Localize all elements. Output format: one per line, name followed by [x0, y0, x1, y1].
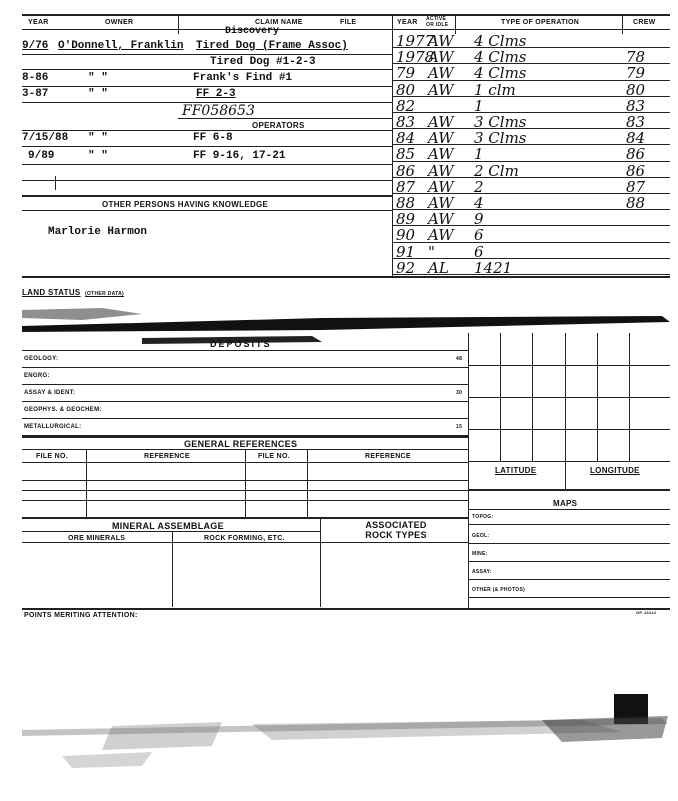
activity-year: 92 — [396, 258, 416, 277]
activity-status: " — [428, 242, 435, 261]
deposit-field-label: ENGRG: — [24, 373, 50, 379]
other-persons-label: OTHER PERSONS HAVING KNOWLEDGE — [102, 200, 269, 209]
deposit-field-number: 48 — [456, 356, 463, 362]
deposit-field-line — [22, 401, 468, 402]
activity-crew: 83 — [626, 96, 646, 115]
activity-operation: 6 — [474, 242, 484, 261]
activity-year: 86 — [396, 161, 416, 180]
activity-crew: 86 — [626, 161, 646, 180]
activity-year: 88 — [396, 194, 416, 212]
land-status-sub: (OTHER DATA) — [85, 291, 124, 297]
header-year: YEAR — [28, 19, 49, 26]
activity-operation: 1421 — [474, 258, 513, 277]
ref-header-file-no: FILE NO. — [258, 453, 290, 460]
deposit-field-line — [22, 367, 468, 368]
activity-operation: 4 Clms — [474, 32, 527, 50]
deposit-field-number: 30 — [456, 390, 463, 396]
activity-operation: 1 clm — [474, 80, 516, 99]
owner-row-owner: " " — [88, 88, 108, 100]
operator-row-year: 7/15/88 — [22, 132, 69, 144]
activity-year: 1977 — [396, 32, 435, 50]
owner-row-owner: " " — [88, 72, 108, 84]
activity-operation: 2 Clm — [474, 161, 519, 180]
ref-header-reference: REFERENCE — [365, 453, 411, 460]
operator-row-owner: " " — [88, 132, 108, 144]
owner-row-year: 8-86 — [22, 72, 49, 84]
maps-item-line — [468, 524, 670, 525]
activity-status: AW — [428, 64, 454, 83]
deposits-label: DEPOSITS — [210, 339, 272, 349]
activity-year: 87 — [396, 177, 416, 196]
owner-row-claim: Tired Dog (Frame Assoc) — [196, 40, 348, 52]
file-number: FF058653 — [182, 103, 255, 119]
activity-crew: 86 — [626, 145, 646, 164]
activity-year: 84 — [396, 129, 416, 148]
maps-item-label: OTHER (& PHOTOS) — [472, 587, 526, 593]
owner-row-claim: FF 2-3 — [196, 88, 236, 100]
deposit-field-label: GEOPHYS. & GEOCHEM: — [24, 407, 102, 413]
activity-operation: 6 — [474, 226, 484, 245]
form-code: GP-16412 — [636, 610, 657, 615]
operator-row-claim: FF 6-8 — [193, 132, 233, 144]
other-person-name: Marlorie Harmon — [48, 226, 148, 238]
activity-crew: 80 — [626, 80, 646, 99]
activity-crew: 83 — [626, 113, 646, 131]
maps-item-label: GEOL: — [472, 533, 490, 539]
activity-crew: 78 — [626, 48, 646, 67]
activity-year: 79 — [396, 64, 416, 83]
activity-status: AW — [428, 32, 454, 50]
activity-operation: 4 Clms — [474, 48, 527, 67]
maps-label: MAPS — [553, 499, 578, 508]
activity-year: 83 — [396, 113, 416, 131]
deposit-field-label: GEOLOGY: — [24, 356, 59, 362]
header-year-2: YEAR — [397, 19, 418, 26]
ore-minerals-label: ORE MINERALS — [68, 535, 126, 542]
activity-year: 82 — [396, 96, 416, 115]
activity-status: AW — [428, 80, 454, 99]
activity-year: 90 — [396, 226, 416, 245]
mineral-assemblage-label: MINERAL ASSEMBLAGE — [112, 521, 224, 531]
activity-status: AW — [428, 194, 454, 212]
points-meriting-attention-label: POINTS MERITING ATTENTION: — [24, 612, 138, 619]
activity-year: 89 — [396, 210, 416, 229]
activity-year: 1978 — [396, 48, 435, 67]
scan-noise-band — [22, 690, 672, 780]
maps-item-label: ASSAY: — [472, 569, 492, 575]
operator-row-claim: FF 9-16, 17-21 — [193, 150, 286, 162]
owner-row-year: 3-87 — [22, 88, 49, 100]
activity-status: AW — [428, 226, 454, 245]
activity-status: AW — [428, 129, 454, 148]
activity-crew: 79 — [626, 64, 646, 83]
owner-row-claim: Frank's Find #1 — [193, 72, 293, 84]
operators-label: OPERATORS — [252, 121, 305, 130]
activity-status: AW — [428, 177, 454, 196]
header-active-idle: ACTIVE OR IDLE — [426, 16, 449, 28]
general-references-label: GENERAL REFERENCES — [184, 439, 298, 449]
associated-rock-types-label: ASSOCIATED ROCK TYPES — [365, 520, 427, 540]
activity-status: AW — [428, 145, 454, 164]
maps-item-line — [468, 561, 670, 562]
deposit-field-line — [22, 384, 468, 385]
owner-row-year: 9/76 — [22, 40, 49, 52]
maps-item-line — [468, 543, 670, 544]
deposit-field-number: 15 — [456, 424, 463, 430]
header-claim-name: CLAIM NAME — [255, 19, 303, 26]
ref-header-file-no: FILE NO. — [36, 453, 68, 460]
activity-status: AW — [428, 113, 454, 131]
maps-item-label: TOPOG: — [472, 514, 494, 520]
land-status-heading — [22, 282, 124, 300]
activity-row-line — [392, 274, 670, 275]
activity-operation: 3 Clms — [474, 113, 527, 131]
activity-year: 80 — [396, 80, 416, 99]
activity-operation: 2 — [474, 177, 484, 196]
activity-operation: 1 — [474, 96, 484, 115]
owner-row-owner: O'Donnell, Franklin — [58, 40, 184, 52]
activity-status: AW — [428, 161, 454, 180]
activity-crew: 84 — [626, 129, 646, 148]
deposit-field-label: ASSAY & IDENT: — [24, 390, 76, 396]
header-type-of-operation: TYPE OF OPERATION — [501, 19, 580, 26]
activity-status: AW — [428, 210, 454, 229]
activity-operation: 3 Clms — [474, 129, 527, 148]
operator-row-owner: " " — [88, 150, 108, 162]
activity-status: AW — [428, 48, 454, 67]
operator-row-year: 9/89 — [28, 150, 55, 162]
deposit-field-line — [22, 418, 468, 419]
deposit-field-label: METALLURGICAL: — [24, 424, 82, 430]
longitude-label: LONGITUDE — [590, 466, 640, 475]
rock-forming-label: ROCK FORMING, ETC. — [204, 535, 285, 542]
activity-operation: 9 — [474, 210, 484, 229]
activity-crew: 88 — [626, 194, 646, 212]
header-crew: CREW — [633, 19, 656, 26]
maps-item-line — [468, 579, 670, 580]
activity-year: 91 — [396, 242, 416, 261]
latitude-label: LATITUDE — [495, 466, 537, 475]
discovery-label: Discovery — [225, 26, 280, 37]
owner-row-claim: Tired Dog #1-2-3 — [210, 56, 316, 68]
smudge-band — [22, 300, 672, 350]
activity-operation: 1 — [474, 145, 484, 164]
header-file: FILE — [340, 19, 357, 26]
maps-item-line — [468, 597, 670, 598]
land-status-label: LAND STATUS — [22, 288, 81, 297]
activity-operation: 4 Clms — [474, 64, 527, 83]
maps-item-label: MINE: — [472, 551, 488, 557]
ref-header-reference: REFERENCE — [144, 453, 190, 460]
header-owner: OWNER — [105, 19, 134, 26]
activity-year: 85 — [396, 145, 416, 164]
activity-operation: 4 — [474, 194, 484, 212]
activity-crew: 87 — [626, 177, 646, 196]
activity-status: AL — [428, 258, 449, 277]
